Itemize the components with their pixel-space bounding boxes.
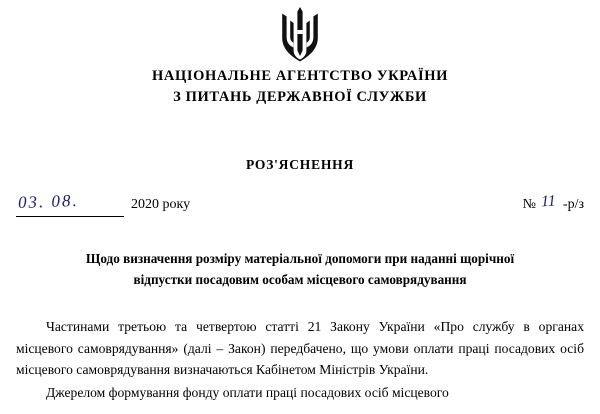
- document-body: [16, 316, 584, 403]
- body-paragraph-1: Частинами третьою та четвертою статті 21 Закону України «Про службу в органах місцевого самоврядування» (далі – Закон) передбачено, що умови оплати праці посадових осіб місцевого самоврядування визначаються Кабінетом Міністрів України.: [16, 319, 584, 377]
- body-paragraph-2: Джерелом формування фонду оплати праці посадових осіб місцевого: [46, 384, 449, 400]
- document-subject: [34, 248, 566, 290]
- organisation-name-line2: З ПИТАНЬ ДЕРЖАВНОЇ СЛУЖБИ: [173, 89, 427, 105]
- organisation-name: [0, 66, 600, 108]
- number-label: №: [522, 197, 536, 212]
- number-suffix: -р/з: [562, 197, 584, 212]
- document-subject-line1: Щодо визначення розміру матеріальної допомоги при наданні щорічної: [85, 251, 515, 266]
- ukraine-trident-emblem: [0, 6, 600, 69]
- number-handwritten: 11: [540, 192, 557, 211]
- date-underline: [16, 216, 124, 217]
- organisation-name-line1: НАЦІОНАЛЬНЕ АГЕНТСТВО УКРАЇНИ: [152, 68, 448, 84]
- document-meta-line: [0, 190, 600, 220]
- date-handwritten: 03. 08.: [17, 190, 80, 213]
- document-type-heading: РОЗ'ЯСНЕННЯ: [245, 157, 355, 172]
- document-subject-line2: відпустки посадовим особам місцевого самоврядування: [133, 272, 467, 287]
- date-year-label: 2020 року: [131, 197, 191, 212]
